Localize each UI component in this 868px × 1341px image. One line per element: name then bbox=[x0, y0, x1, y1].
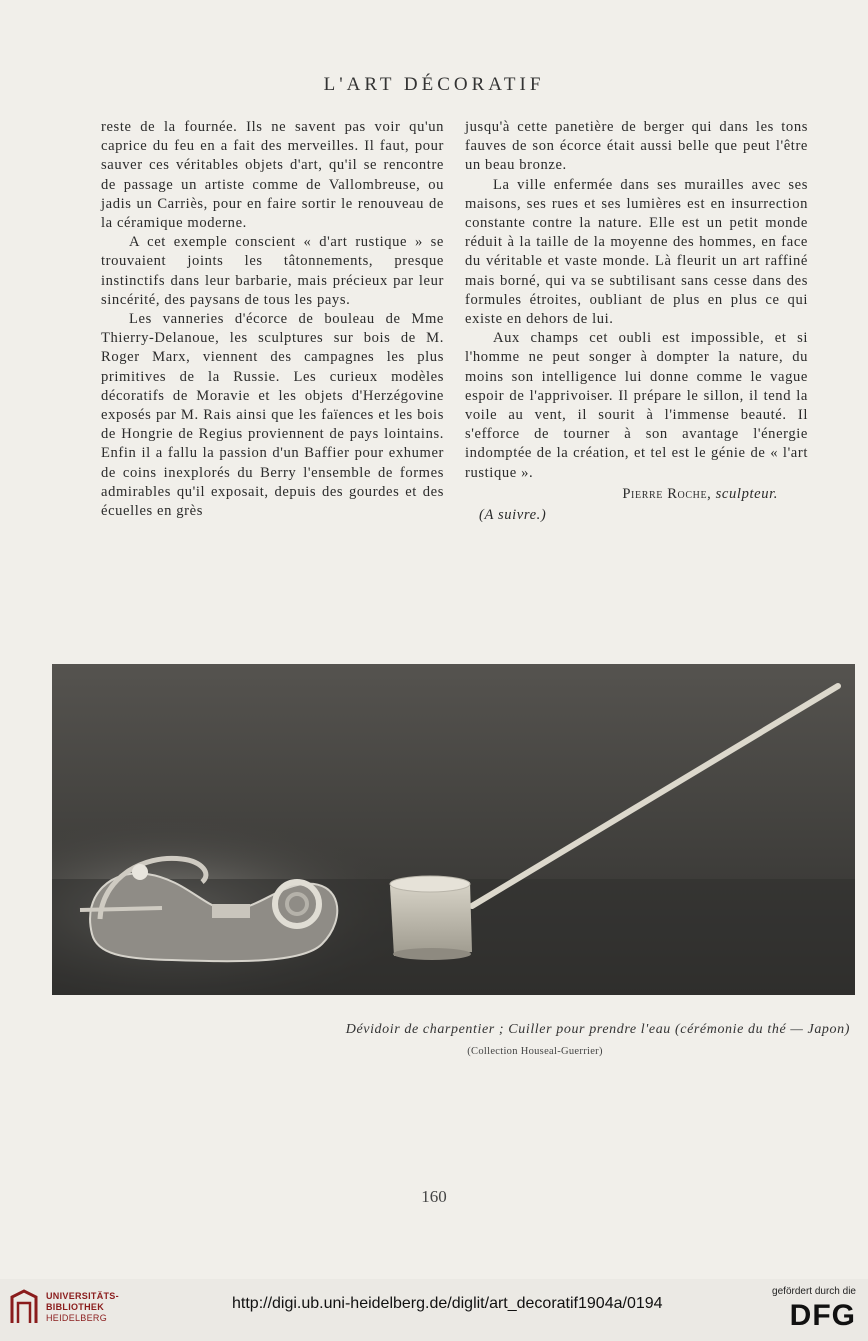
running-title: L'ART DÉCORATIF bbox=[323, 74, 545, 95]
photograph-figure bbox=[52, 664, 855, 995]
funded-by-label: gefördert durch die bbox=[772, 1286, 856, 1297]
library-logo-icon bbox=[8, 1289, 40, 1327]
right-text-column bbox=[465, 118, 808, 525]
paragraph: Les vanneries d'écorce de bouleau de Mme Thierry-Delanoue, les sculptures sur bois de M. Roger Marx, viennent des campagnes les plus primitives de la Russie. Les curieux modèles décoratifs de Moravie et les objets d'Herzégovine exposés par M. Rais ainsi que les faïences et les bois de Hongrie de Regius proviennent de pays lointains. Enfin il a fallu la passion d'un Baffier pour exhumer de coins inexplorés du Berry l'ensemble de formes admirables qu'il exposait, depuis des gourdes et des écuelles en grès bbox=[101, 311, 444, 520]
page-number: 160 bbox=[421, 1187, 447, 1206]
dfg-logo: DFG bbox=[789, 1299, 856, 1332]
library-name bbox=[46, 1291, 119, 1324]
to-be-continued-note: (A suivre.) bbox=[479, 507, 547, 524]
digitization-footer bbox=[0, 1279, 868, 1341]
author-signature bbox=[465, 485, 808, 504]
figure-credit: (Collection Houseal-Guerrier) bbox=[467, 1046, 603, 1057]
paragraph: A cet exemple conscient « d'art rustique » se trouvaient joints les tâtonnements, presque instinctifs dans leur barbarie, mais précieux par leur sincérité, des paysans de tous les pays. bbox=[101, 234, 444, 308]
photo-illustration bbox=[52, 664, 855, 995]
figure-caption: Dévidoir de charpentier ; Cuiller pour prendre l'eau (cérémonie du thé — Japon) bbox=[345, 1022, 850, 1037]
paragraph: reste de la fournée. Ils ne savent pas voir qu'un caprice du feu en a fait des merveilles. Il faut, pour sauver ces véritables objets d'art, qu'il se rencontre de passage un artiste comme de Vallombreuse, ou jadis un Carriès, pour en faire sortir le renouveau de la céramique moderne. bbox=[101, 119, 444, 232]
author-role: sculpteur. bbox=[715, 485, 778, 502]
left-text-column bbox=[101, 118, 444, 521]
author-name: Pierre Roche, bbox=[622, 485, 712, 502]
library-city: HEIDELBERG bbox=[46, 1313, 108, 1323]
library-name-line: BIBLIOTHEK bbox=[46, 1302, 104, 1312]
library-name-line: UNIVERSITÄTS- bbox=[46, 1291, 119, 1301]
paragraph: jusqu'à cette panetière de berger qui dans les tons fauves de son écorce était aussi belle que peut l'être un beau bronze. bbox=[465, 119, 808, 174]
paragraph: Aux champs cet oubli est impossible, et si l'homme ne peut songer à dompter la nature, du moins son intelligence lui donne comme le vague espoir de l'apprivoiser. Il prépare le sillon, il tend la voile au vent, il sourit à l'immense beauté. Il s'efforce de tourner à son avantage l'énergie indomptée de la création, et tel est le génie de « l'art rustique ». bbox=[465, 330, 808, 481]
paragraph: La ville enfermée dans ses murailles avec ses maisons, ses rues et ses lumières est en insurrection constante contre la nature. Elle est un petit monde réduit à la taille de la moyenne des hommes, en face du véritable et vaste monde. Là fleurit un art raffiné mais borné, qui va se subtilisant sans cesse dans des formules étroites, oubliant de plus en plus ce qui existe en dehors de lui. bbox=[465, 176, 808, 328]
permalink-url[interactable]: http://digi.ub.uni-heidelberg.de/diglit/art_decoratif1904a/0194 bbox=[232, 1295, 663, 1312]
